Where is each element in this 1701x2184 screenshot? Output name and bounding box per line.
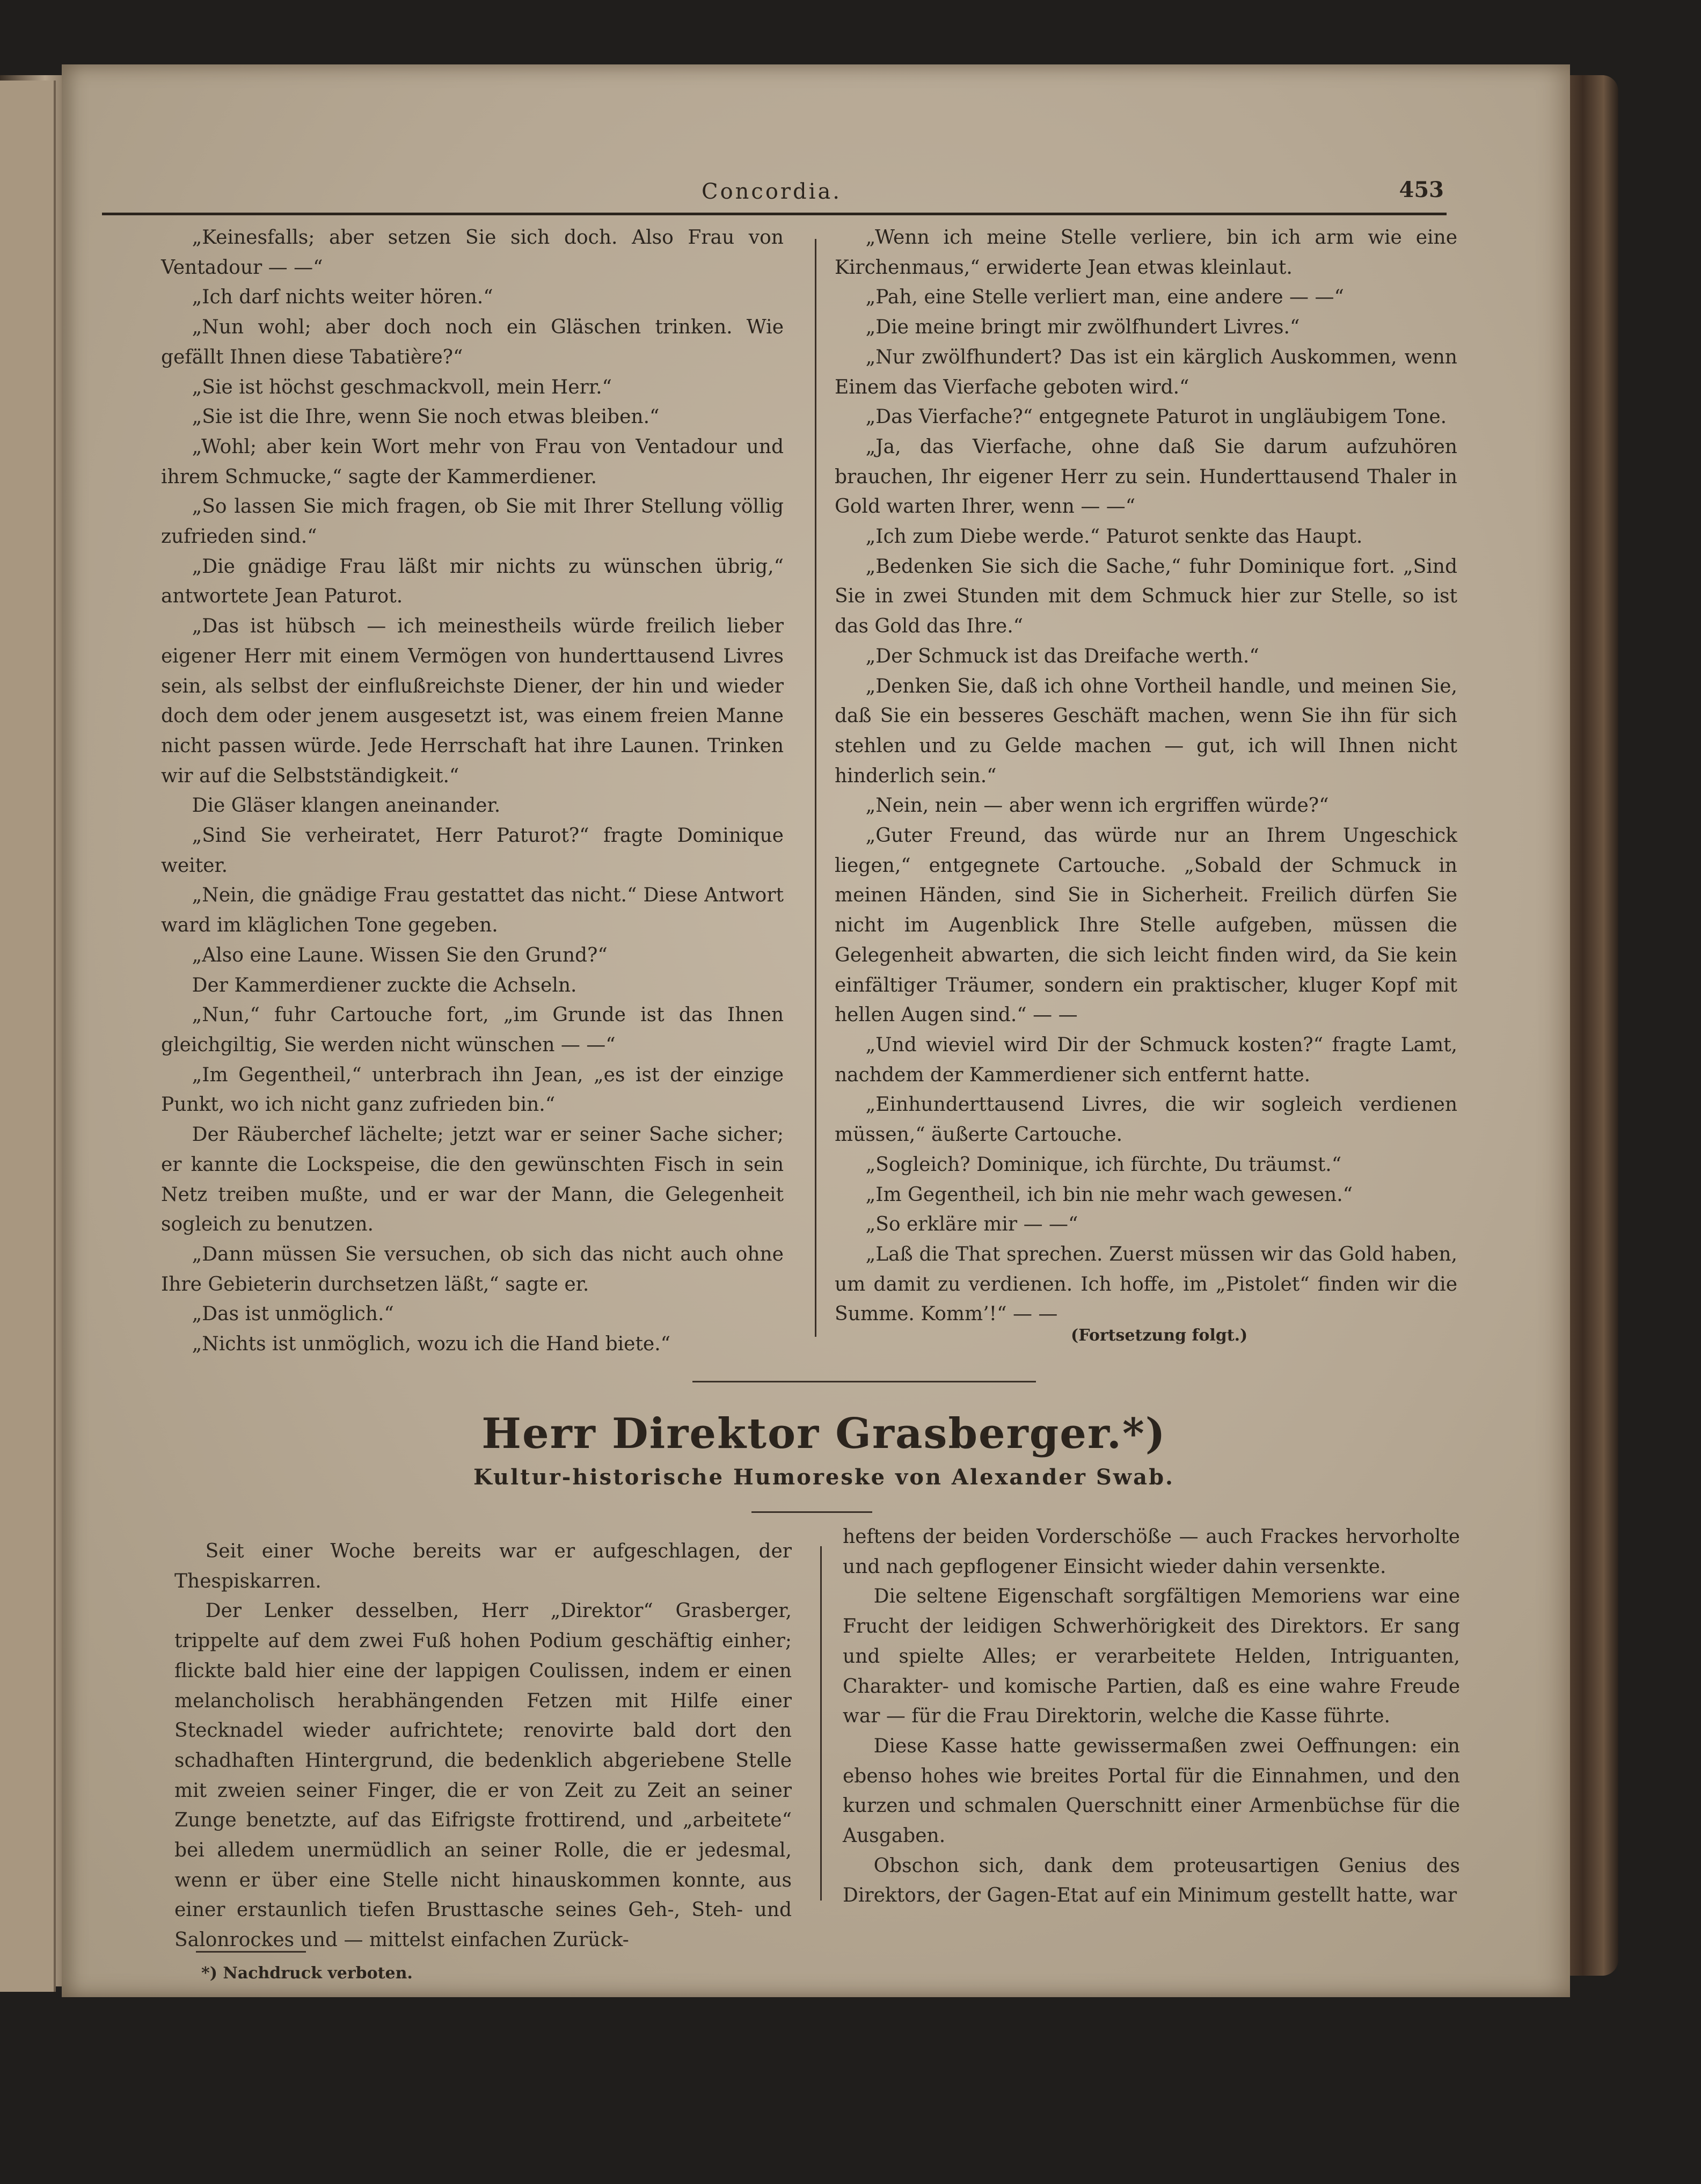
paragraph: „Nun,“ fuhr Cartouche fort, „im Grunde ist das Ihnen gleichgiltig, Sie werden nicht wünschen — —“ <box>161 1004 784 1056</box>
paragraph: „Sogleich? Dominique, ich fürchte, Du träumst.“ <box>865 1153 1342 1176</box>
page-header <box>99 177 1444 215</box>
paragraph: Der Räuberchef lächelte; jetzt war er seiner Sache sicher; er kannte die Lockspeise, die den gewünschten Fisch in sein Netz treiben mußte, und er war der Mann, die Gelegenheit sogleich zu benutzen. <box>161 1124 784 1236</box>
paragraph: „Sie ist höchst geschmackvoll, mein Herr.“ <box>192 376 612 398</box>
header-rule <box>102 213 1447 215</box>
paragraph: „Ich darf nichts weiter hören.“ <box>192 286 493 309</box>
paragraph: „Die meine bringt mir zwölfhundert Livres.“ <box>865 316 1300 339</box>
paragraph: „So erkläre mir — —“ <box>865 1213 1078 1236</box>
paragraph: Diese Kasse hatte gewissermaßen zwei Oeffnungen: ein ebenso hohes wie breites Portal für die Einnahmen, und den kurzen und schmalen Querschnitt einer Armenbüchse für die Ausgaben. <box>843 1735 1460 1847</box>
paragraph: „Die gnädige Frau läßt mir nichts zu wünschen übrig,“ antwortete Jean Paturot. <box>161 555 784 608</box>
paragraph: „Nichts ist unmöglich, wozu ich die Hand biete.“ <box>192 1333 671 1356</box>
paragraph: „So lassen Sie mich fragen, ob Sie mit Ihrer Stellung völlig zufrieden sind.“ <box>161 496 784 548</box>
top-right-column <box>835 223 1457 1329</box>
paragraph: „Nein, nein — aber wenn ich ergriffen würde?“ <box>865 795 1329 817</box>
paragraph: Der Lenker desselben, Herr „Direktor“ Grasberger, trippelte auf dem zwei Fuß hohen Podium geschäftig einher; flickte bald hier eine der lappigen Coulissen, indem er einen melancholisch herabhängenden Fetzen mit Hilfe einer Stecknadel wieder aufrichtete; renovirte bald dort den schadhaften Hintergrund, die bedenklich abgeriebene Stelle mit zweien seiner Finger, die er von Zeit zu Zeit an seiner Zunge benetzte, auf das Eifrigste frottirend, und „arbeitete“ bei alledem unermüdlich an seiner Rolle, die er jedesmal, wenn er über eine Stelle nicht hinauskommen konnte, aus einer erstaunlich tiefen Brusttasche seines Geh-, Steh- und Salonrockes und — mittelst einfachen Zurück- <box>174 1600 792 1952</box>
paragraph: „Ja, das Vierfache, ohne daß Sie darum aufzuhören brauchen, Ihr eigener Herr zu sein. Hunderttausend Thaler in Gold warten Ihrer, wenn — —“ <box>835 435 1457 518</box>
paragraph: „Der Schmuck ist das Dreifache werth.“ <box>865 645 1259 667</box>
page-number: 453 <box>1399 177 1444 202</box>
continued-note: (Fortsetzung folgt.) <box>1071 1326 1248 1345</box>
paragraph: „Sie ist die Ihre, wenn Sie noch etwas bleiben.“ <box>192 406 660 428</box>
title-rule <box>751 1511 872 1513</box>
paragraph: „Laß die That sprechen. Zuerst müssen wir das Gold haben, um damit zu verdienen. Ich hoffe, im „Pistolet“ finden wir die Summe. Komm’!“ — — <box>835 1243 1457 1326</box>
paragraph: „Wenn ich meine Stelle verliere, bin ich arm wie eine Kirchenmaus,“ erwiderte Jean etwas kleinlaut. <box>835 227 1457 279</box>
column-divider <box>815 239 816 1337</box>
paragraph: heftens der beiden Vorderschöße — auch Frackes hervorholte und nach gepflogener Einsicht wieder dahin versenkte. <box>843 1526 1460 1578</box>
column-divider <box>820 1546 822 1901</box>
paragraph: „Denken Sie, daß ich ohne Vortheil handle, und meinen Sie, daß Sie ein besseres Geschäft machen, wenn Sie ihn für sich stehlen und zu Gelde machen — gut, ich will Ihnen nicht hinderlich sein.“ <box>835 675 1457 787</box>
paragraph: Die seltene Eigenschaft sorgfältigen Memoriens war eine Frucht der leidigen Schwerhörigkeit des Direktors. Er sang und spielte Alles; er verarbeitete Helden, Intriguanten, Charakter- und komische Partien, daß es eine wahre Freude war — für die Frau Direktorin, welche die Kasse führte. <box>843 1585 1460 1728</box>
running-title: Concordia. <box>701 179 842 204</box>
paragraph: „Im Gegentheil, ich bin nie mehr wach gewesen.“ <box>865 1183 1353 1206</box>
paragraph: „Das Vierfache?“ entgegnete Paturot in ungläubigem Tone. <box>865 406 1447 428</box>
paragraph: „Einhunderttausend Livres, die wir sogleich verdienen müssen,“ äußerte Cartouche. <box>835 1094 1457 1146</box>
paragraph: „Pah, eine Stelle verliert man, eine andere — —“ <box>865 286 1344 309</box>
section-separator <box>692 1381 1036 1382</box>
paragraph: „Bedenken Sie sich die Sache,“ fuhr Dominique fort. „Sind Sie in zwei Stunden mit dem Schmuck hier zur Stelle, so ist das Gold das Ihre.“ <box>835 555 1457 638</box>
story-subtitle: Kultur-historische Humoreske von Alexander Swab. <box>473 1465 1174 1490</box>
paragraph: „Nur zwölfhundert? Das ist ein kärglich Auskommen, wenn Einem das Vierfache geboten wird.“ <box>835 346 1457 398</box>
paragraph: „Ich zum Diebe werde.“ Paturot senkte das Haupt. <box>865 526 1363 548</box>
paragraph: „Nun wohl; aber doch noch ein Gläschen trinken. Wie gefällt Ihnen diese Tabatière?“ <box>161 316 784 368</box>
paragraph: „Guter Freund, das würde nur an Ihrem Ungeschick liegen,“ entgegnete Cartouche. „Sobald der Schmuck in meinen Händen, sind Sie in Sicherheit. Freilich dürfen Sie nicht im Augenblick Ihre Stelle aufgeben, müssen die Gelegenheit abwarten, die sich leicht finden wird, da Sie kein einfältiger Träumer, sondern ein praktischer, kluger Kopf mit hellen Augen sind.“ — — <box>835 825 1457 1027</box>
story-title: Herr Direktor Grasberger.*) <box>481 1409 1166 1458</box>
paragraph: Obschon sich, dank dem proteusartigen Genius des Direktors, der Gagen-Etat auf ein Minimum gestellt hatte, war <box>843 1854 1460 1907</box>
paragraph: „Das ist hübsch — ich meinestheils würde freilich lieber eigener Herr mit einem Vermögen von hunderttausend Livres sein, als selbst der einflußreichste Diener, der hin und wieder doch dem oder jenem ausgesetzt ist, was einem freien Manne nicht passen würde. Jede Herrschaft hat ihre Launen. Trinken wir auf die Selbstständigkeit.“ <box>161 615 784 787</box>
footnote: *) Nachdruck verboten. <box>201 1964 413 1983</box>
paragraph: Der Kammerdiener zuckte die Achseln. <box>192 974 577 996</box>
paragraph: „Und wieviel wird Dir der Schmuck kosten?“ fragte Lamt, nachdem der Kammerdiener sich entfernt hatte. <box>835 1033 1457 1086</box>
paragraph: „Im Gegentheil,“ unterbrach ihn Jean, „es ist der einzige Punkt, wo ich nicht ganz zufrieden bin.“ <box>161 1064 784 1116</box>
bottom-left-column <box>174 1537 792 1955</box>
paragraph: „Das ist unmöglich.“ <box>192 1303 394 1326</box>
left-page-edge <box>0 81 56 1992</box>
paragraph: Die Gläser klangen aneinander. <box>192 795 501 817</box>
bottom-right-column <box>843 1522 1460 1911</box>
top-left-column <box>161 223 784 1359</box>
paragraph: Seit einer Woche bereits war er aufgeschlagen, der Thespiskarren. <box>174 1540 792 1592</box>
paragraph: „Also eine Laune. Wissen Sie den Grund?“ <box>192 944 608 966</box>
paragraph: „Sind Sie verheiratet, Herr Paturot?“ fragte Dominique weiter. <box>161 825 784 877</box>
paragraph: „Nein, die gnädige Frau gestattet das nicht.“ Diese Antwort ward im kläglichen Tone gegeben. <box>161 884 784 937</box>
footnote-rule <box>196 1951 306 1953</box>
paragraph: „Keinesfalls; aber setzen Sie sich doch. Also Frau von Ventadour — —“ <box>161 227 784 279</box>
paragraph: „Wohl; aber kein Wort mehr von Frau von Ventadour und ihrem Schmucke,“ sagte der Kammerdiener. <box>161 435 784 488</box>
paragraph: „Dann müssen Sie versuchen, ob sich das nicht auch ohne Ihre Gebieterin durchsetzen läßt,“ sagte er. <box>161 1243 784 1295</box>
